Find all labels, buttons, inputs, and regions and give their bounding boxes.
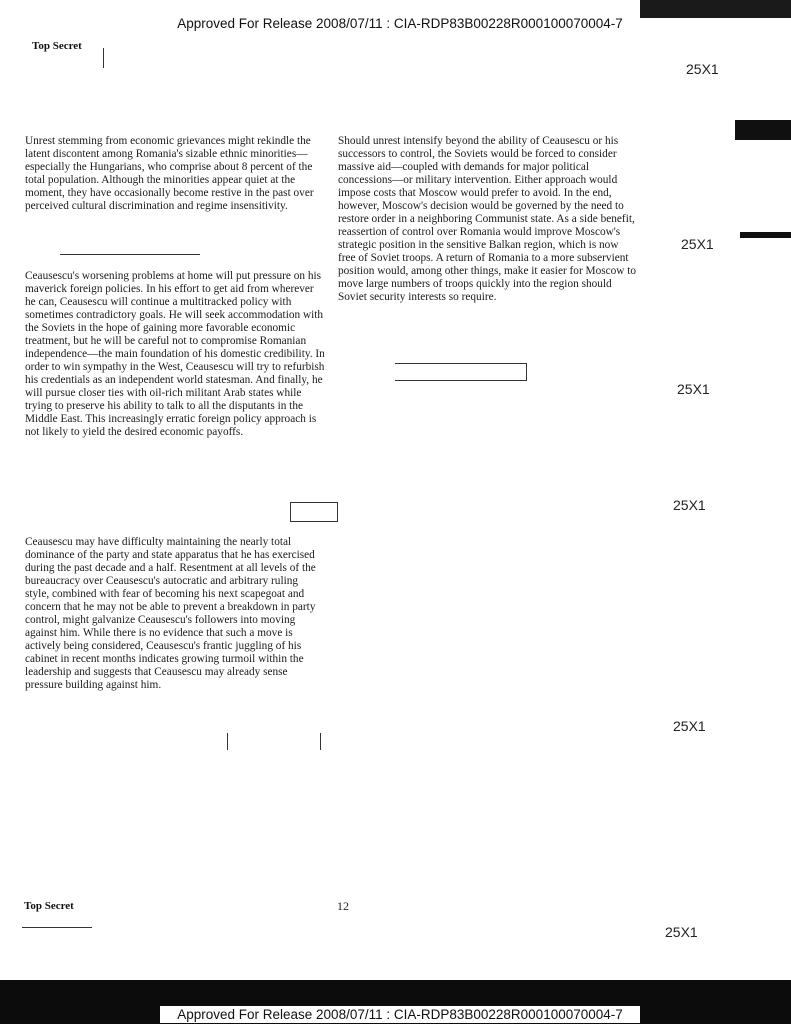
redaction-box	[22, 927, 92, 928]
release-stamp-bottom: Approved For Release 2008/07/11 : CIA-RDP83B00228R000100070004-7	[160, 1006, 640, 1023]
exemption-code: 25X1	[686, 61, 719, 77]
redaction-box	[395, 363, 527, 364]
redaction-box	[395, 380, 527, 381]
redaction-box	[227, 733, 228, 750]
exemption-code: 25X1	[673, 718, 706, 734]
page-number: 12	[337, 899, 349, 913]
redaction-box	[290, 521, 338, 522]
left-paragraph-1: Unrest stemming from economic grievances might rekindle the latent discontent among Romania's sizable ethnic minorities—especially the Hungarians, who comprise about 8 percent of the total population. Although the minorities appear quiet at the moment, they have occasionally become restive in the past over perceived cultural discrimination and regime insensitivity.	[25, 135, 314, 212]
classification-footer: Top Secret	[24, 900, 74, 912]
redaction-box	[290, 502, 291, 522]
exemption-code: 25X1	[673, 497, 706, 513]
redaction-box	[337, 502, 338, 522]
redaction-box	[103, 48, 104, 68]
scan-edge-mark	[735, 120, 791, 140]
left-paragraph-2: Ceausescu's worsening problems at home will put pressure on his maverick foreign policies. In his effort to get aid from wherever he can, Ceausescu will continue a multitracked policy with sometimes contradictory goals. He will seek accommodation with the Soviets in the hope of gaining more favorable economic treatment, but he will be careful not to compromise Romanian independence—the main foundation of his domestic credibility. In order to win sympathy in the West, Ceausescu will try to refurbish his credentials as an independent world statesman. And finally, he will pursue closer ties with oil-rich militant Arab states while trying to preserve his ability to talk to all the disputants in the Middle East. This increasingly erratic foreign policy approach is not likely to yield the desired economic payoffs.	[25, 270, 325, 438]
exemption-code: 25X1	[681, 236, 714, 252]
page-margin-right	[729, 15, 791, 1000]
left-paragraph-3: Ceausescu may have difficulty maintaining the nearly total dominance of the party and state apparatus that he has exercised during the past decade and a half. Resentment at all levels of the bureaucracy over Ceausescu's autocratic and arbitrary ruling style, combined with fear of becoming his next scapegoat and concern that he may not be able to prevent a breakdown in party control, might galvanize Ceausescu's followers into moving against him. While there is no evidence that such a move is actively being considered, Ceausescu's frantic juggling of his cabinet in recent months indicates growing turmoil within the leadership and suggests that Ceausescu may already sense pressure building against him.	[25, 536, 316, 691]
redaction-box	[526, 363, 527, 381]
right-paragraph-1: Should unrest intensify beyond the ability of Ceausescu or his successors to control, the Soviets would be forced to consider massive aid—coupled with demands for major political concessions—or military intervention. Either approach would impose costs that Moscow would prefer to avoid. In the end, however, Moscow's decision would be governed by the need to restore order in a neighboring Communist state. As a side benefit, reassertion of control over Romania would improve Moscow's strategic position in the sensitive Balkan region, which is now free of Soviet troops. A return of Romania to a more subservient position would, among other things, make it easier for Moscow to move large numbers of troops quickly into the region should Soviet security interests so require.	[338, 135, 637, 303]
redaction-box	[290, 502, 338, 503]
redaction-box	[60, 254, 200, 255]
redaction-box	[320, 733, 321, 750]
exemption-code: 25X1	[665, 924, 698, 940]
scan-edge-mark	[740, 232, 791, 238]
exemption-code: 25X1	[677, 381, 710, 397]
scan-edge-top-right	[640, 0, 791, 18]
classification-header: Top Secret	[32, 40, 82, 52]
release-stamp-top: Approved For Release 2008/07/11 : CIA-RDP83B00228R000100070004-7	[160, 15, 640, 32]
